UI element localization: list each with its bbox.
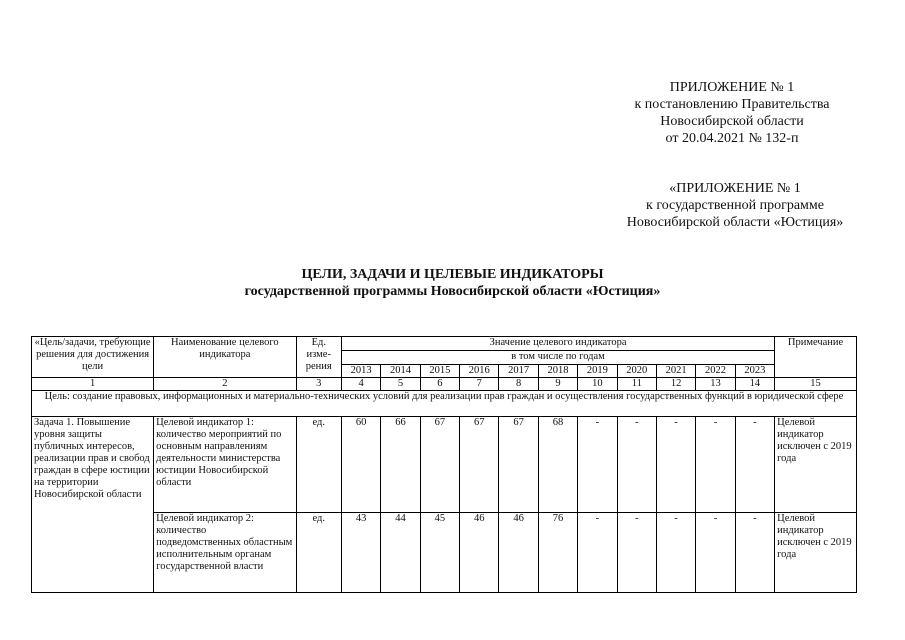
value-cell: 44 (381, 513, 420, 593)
column-number: 11 (617, 378, 656, 391)
year-header: 2014 (381, 365, 420, 378)
column-number: 13 (696, 378, 735, 391)
appendix-line: к постановлению Правительства (634, 97, 830, 112)
column-number: 5 (381, 378, 420, 391)
header-goal: «Цель/задачи, требующие решения для достижения цели (32, 337, 154, 378)
column-number: 10 (578, 378, 617, 391)
column-number: 2 (154, 378, 296, 391)
document-title (0, 266, 905, 300)
unit-cell: ед. (296, 417, 341, 513)
value-cell: 60 (341, 417, 380, 513)
column-number: 9 (538, 378, 577, 391)
column-number: 12 (656, 378, 695, 391)
task-cell: Задача 1. Повышение уровня защиты публичных интересов, реализации прав и свобод граждан в сфере юстиции на территории Новосибирской области (32, 417, 154, 593)
value-cell: - (578, 417, 617, 513)
appendix-line: «ПРИЛОЖЕНИЕ № 1 (669, 181, 801, 196)
year-header: 2019 (578, 365, 617, 378)
value-cell: 66 (381, 417, 420, 513)
goal-row: Цель: создание правовых, информационных и материально-технических условий для реализации прав граждан и осуществления государственных функций в юридической сфере (32, 391, 857, 417)
column-number: 14 (735, 378, 774, 391)
appendix-header-1 (592, 79, 872, 147)
column-number: 8 (499, 378, 538, 391)
year-header: 2015 (420, 365, 459, 378)
value-cell: - (617, 513, 656, 593)
column-number: 4 (341, 378, 380, 391)
unit-cell: ед. (296, 513, 341, 593)
title-line-1: ЦЕЛИ, ЗАДАЧИ И ЦЕЛЕВЫЕ ИНДИКАТОРЫ (301, 267, 604, 282)
value-cell: 76 (538, 513, 577, 593)
indicator-name: Целевой индикатор 1: количество мероприятий по основным направлениям деятельности министерства юстиции Новосибирской области (154, 417, 296, 513)
header-note: Примечание (775, 337, 857, 378)
appendix-line: Новосибирской области (660, 114, 804, 129)
value-cell: 46 (499, 513, 538, 593)
value-cell: 46 (460, 513, 499, 593)
value-cell: - (617, 417, 656, 513)
column-number: 6 (420, 378, 459, 391)
indicator-name: Целевой индикатор 2: количество подведомственных областным исполнительным органам государственной власти (154, 513, 296, 593)
value-cell: 68 (538, 417, 577, 513)
value-cell: 67 (420, 417, 459, 513)
appendix-header-2 (590, 180, 880, 231)
appendix-line: от 20.04.2021 № 132-п (665, 131, 799, 146)
header-by-year: в том числе по годам (341, 351, 774, 365)
year-header: 2022 (696, 365, 735, 378)
value-cell: - (696, 513, 735, 593)
value-cell: - (735, 513, 774, 593)
appendix-line: Новосибирской области «Юстиция» (626, 215, 844, 230)
value-cell: - (696, 417, 735, 513)
value-cell: 67 (499, 417, 538, 513)
column-number: 1 (32, 378, 154, 391)
title-line-2: государственной программы Новосибирской области «Юстиция» (244, 284, 661, 299)
appendix-line: ПРИЛОЖЕНИЕ № 1 (669, 80, 795, 95)
note-cell: Целевой индикатор исключен с 2019 года (775, 513, 857, 593)
value-cell: - (656, 513, 695, 593)
header-unit: Ед. изме-рения (296, 337, 341, 378)
value-cell: - (656, 417, 695, 513)
column-number: 3 (296, 378, 341, 391)
value-cell: 45 (420, 513, 459, 593)
indicators-table (31, 336, 857, 593)
year-header: 2017 (499, 365, 538, 378)
value-cell: 43 (341, 513, 380, 593)
year-header: 2021 (656, 365, 695, 378)
column-number: 7 (460, 378, 499, 391)
year-header: 2023 (735, 365, 774, 378)
value-cell: - (578, 513, 617, 593)
header-indicator: Наименование целевого индикатора (154, 337, 296, 378)
year-header: 2013 (341, 365, 380, 378)
header-value: Значение целевого индикатора (341, 337, 774, 351)
year-header: 2018 (538, 365, 577, 378)
column-number: 15 (775, 378, 857, 391)
value-cell: 67 (460, 417, 499, 513)
year-header: 2016 (460, 365, 499, 378)
year-header: 2020 (617, 365, 656, 378)
appendix-line: к государственной программе (646, 198, 824, 213)
note-cell: Целевой индикатор исключен с 2019 года (775, 417, 857, 513)
value-cell: - (735, 417, 774, 513)
